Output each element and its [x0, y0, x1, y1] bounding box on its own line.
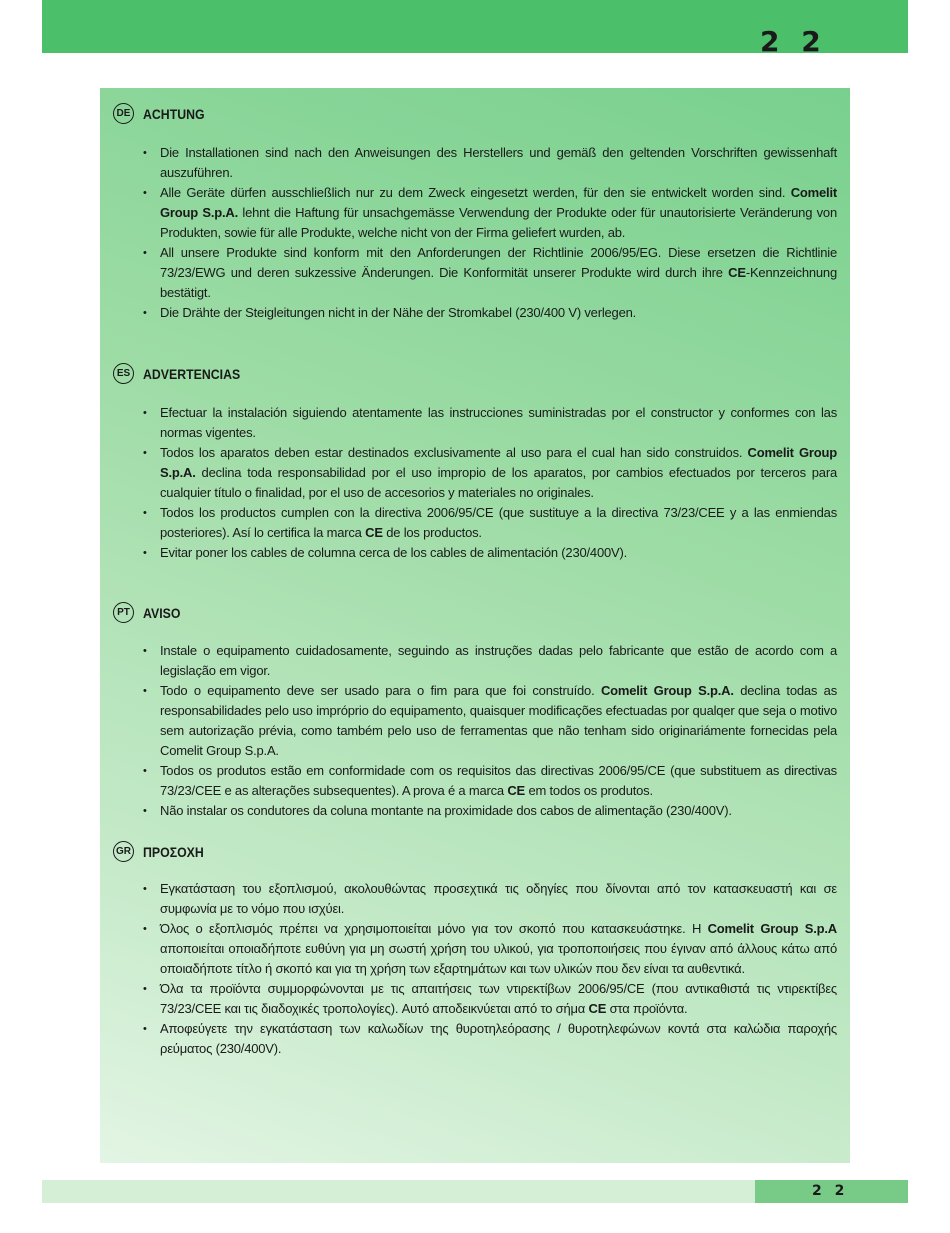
bullet-item — [140, 879, 837, 919]
bullet-list — [140, 403, 837, 563]
text-run: declina todas as responsabilidades pelo uso impróprio do equipamento, quaisquer modificações efectuadas por qualqer que seja o motivo sem autorização prévia, como também pelo uso de ferramentas que não tenham sido originariámente fornecidas pela Comelit Group S.p.A. — [160, 683, 838, 758]
bullet-item — [140, 303, 837, 323]
bold-text: Comelit Group S.p.A. — [160, 445, 837, 480]
section-es — [100, 363, 850, 560]
section-title: ACHTUNG — [143, 106, 205, 122]
text-run: Die Installationen sind nach den Anweisungen des Herstellers und gemäß den geltenden Vorschriften gewissenhaft auszuführen. — [160, 145, 837, 180]
bullet-list — [140, 641, 837, 821]
text-run: Evitar poner los cables de columna cerca de los cables de alimentación (230/400V). — [160, 545, 628, 560]
section-pt — [100, 602, 850, 818]
bold-text: Comelit Group S.p.A. — [160, 185, 837, 220]
text-run: declina toda responsabilidad por el uso impropio de los aparatos, por cambios efectuados por terceros para cualquier título o finalidad, por el uso de accesorios y materiales no originales. — [160, 465, 837, 500]
bullet-item — [140, 243, 837, 303]
bullet-item — [140, 543, 837, 563]
page-number-bottom: 2 2 — [812, 1183, 849, 1199]
bullet-item — [140, 979, 837, 1019]
text-run: Alle Geräte dürfen ausschließlich nur zu dem Zweck eingesetzt werden, für den sie entwickelt worden sind. — [160, 185, 791, 200]
text-run: στα προϊόντα. — [606, 1001, 688, 1016]
language-badge-gr: GR — [113, 841, 134, 862]
bold-text: Comelit Group S.p.A — [707, 921, 837, 936]
bold-text: CE — [588, 1001, 607, 1016]
bullet-item — [140, 1019, 837, 1059]
language-badge-pt: PT — [113, 602, 134, 623]
bold-text: Comelit Group S.p.A. — [600, 683, 734, 698]
section-header — [100, 602, 850, 624]
text-run: Instale o equipamento cuidadosamente, seguindo as instruções dadas pelo fabricante que estão de acordo com a legislação em vigor. — [160, 643, 837, 678]
text-run: Efectuar la instalación siguiendo atentamente las instrucciones suministradas por el constructor y conformes con las normas vigentes. — [160, 405, 837, 440]
text-run: Todos los productos cumplen con la directiva 2006/95/CE (que sustituye a la directiva 73/23/CEE y a las enmiendas posteriores). Así lo certifica la marca — [160, 505, 837, 540]
text-run: Όλα τα προϊόντα συμμορφώνονται με τις απαιτήσεις των ντιρεκτίβων 2006/95/CE (που αντικαθιστά τις ντιρεκτίβες 73/23/CEE και τις διαδοχικές τροπολογίες). Αυτό αποδεικνύεται από το σήμα — [160, 981, 837, 1016]
bold-text: CE — [507, 783, 526, 798]
content-panel — [100, 88, 850, 1163]
section-title: ΠΡΟΣΟΧΗ — [143, 844, 204, 860]
section-de — [100, 103, 850, 320]
page-number-top: 2 2 — [760, 25, 827, 58]
section-gr — [100, 841, 850, 1056]
bullet-item — [140, 143, 837, 183]
bullet-item — [140, 183, 837, 243]
text-run: Εγκατάσταση του εξοπλισμού, ακολουθώντας προσεχτικά τις οδηγίες που δίνονται από τον κατασκευαστή και σε συμφωνία με το νόμο που ισχύει. — [160, 881, 837, 916]
text-run: Todos os produtos estão em conformidade com os requisitos das directivas 2006/95/CE (que substituem as directivas 73/23/CEE e as alterações subsequentes). A prova é a marca — [160, 763, 837, 798]
text-run: lehnt die Haftung für unsachgemässe Verwendung der Produkte oder für unautorisierte Veränderung von Produkten, sowie für alle Produkte, welche nicht von der Firma geliefert wurden, ab. — [160, 205, 837, 240]
text-run: αποποιείται οποιαδήποτε ευθύνη για μη σωστή χρήση του υλικού, για τροποποιήσεις που έγιναν από άλλους κάτω από οποιαδήποτε τίτλο ή σκοπό και για τη χρήση των εξαρτημάτων και των υλικών που δεν είναι τα αυθεντικά. — [160, 941, 837, 976]
text-run: Não instalar os condutores da coluna montante na proximidade dos cabos de alimentação (230/400V). — [160, 803, 732, 818]
section-header — [100, 841, 850, 863]
bullet-item — [140, 403, 837, 443]
text-run: de los productos. — [382, 525, 482, 540]
text-run: Αποφεύγετε την εγκατάσταση των καλωδίων της θυροτηλεόρασης / θυροτηλεφώνων κοντά στα καλώδια παροχής ρεύματος (230/400V). — [160, 1021, 837, 1056]
text-run: Todos los aparatos deben estar destinados exclusivamente al uso para el cual han sido construidos. — [160, 445, 748, 460]
text-run: em todos os produtos. — [525, 783, 653, 798]
bullet-item — [140, 443, 837, 503]
section-header — [100, 363, 850, 385]
language-badge-de: DE — [113, 103, 134, 124]
section-title: ADVERTENCIAS — [143, 366, 241, 382]
bullet-item — [140, 503, 837, 543]
section-title: AVISO — [143, 605, 181, 621]
footer-bar — [42, 1180, 755, 1203]
text-run: Todo o equipamento deve ser usado para o fim para que foi construído. — [160, 683, 601, 698]
text-run: Die Drähte der Steigleitungen nicht in der Nähe der Stromkabel (230/400 V) verlegen. — [160, 305, 637, 320]
bullet-list — [140, 143, 837, 323]
bullet-item — [140, 919, 837, 979]
bold-text: CE — [728, 265, 746, 280]
text-run: All unsere Produkte sind konform mit den Anforderungen der Richtlinie 2006/95/EG. Diese ersetzen die Richtlinie 73/23/EWG und deren sukzessive Änderungen. Die Konformität unserer Produkte wird durch ihre — [160, 245, 837, 280]
bullet-item — [140, 641, 837, 681]
bullet-list — [140, 879, 837, 1059]
bullet-item — [140, 681, 837, 761]
text-run: Όλος ο εξοπλισμός πρέπει να χρησιμοποιείται μόνο για τον σκοπό που κατασκευάστηκε. Η — [160, 921, 708, 936]
bold-text: CE — [365, 525, 383, 540]
section-header — [100, 103, 850, 125]
bullet-item — [140, 801, 837, 821]
bullet-item — [140, 761, 837, 801]
language-badge-es: ES — [113, 363, 134, 384]
text-run: -Kennzeichnung bestätigt. — [160, 265, 837, 300]
